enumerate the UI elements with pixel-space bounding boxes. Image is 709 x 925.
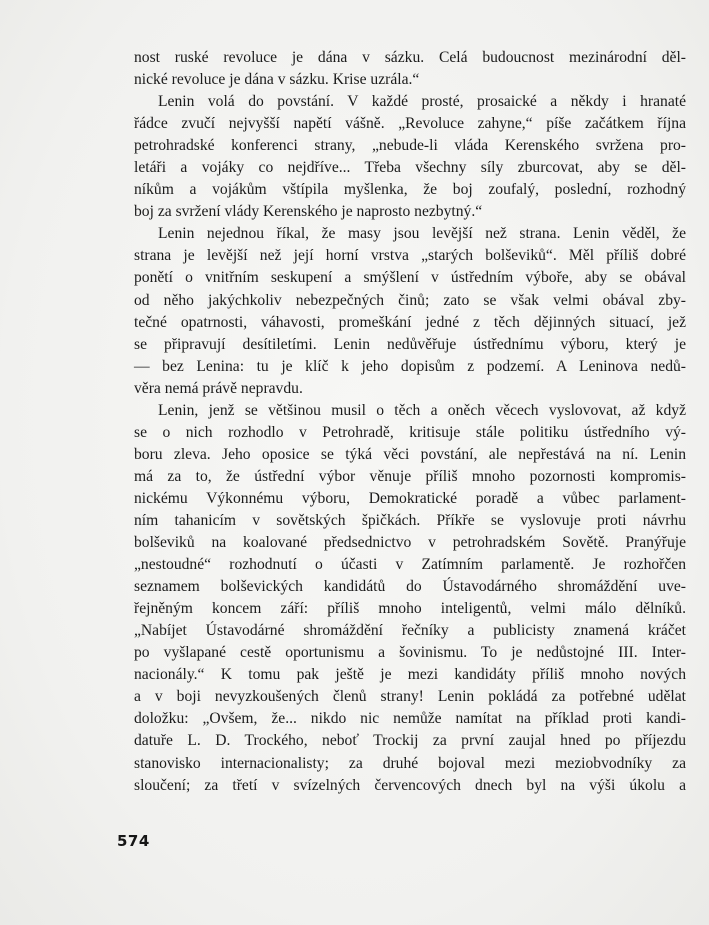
text-line: datuře L. D. Trockého, neboť Trockij za první zaujal hned po příjezdu <box>134 732 686 750</box>
text-line: ním tahanicím v sovětských špičkách. Příkře se vyslovuje proti návrhu <box>134 511 686 529</box>
text-line: „Nabíjet Ústavodárné shromáždění řečníky a publicisty znamená kráčet <box>134 622 686 640</box>
text-line: nické revoluce je dána v sázku. Krise uzrála.“ <box>134 71 420 89</box>
text-line: řejněným koncem září: příliš mnoho inteligentů, velmi málo dělníků. <box>134 600 686 618</box>
paragraph <box>134 91 686 223</box>
text-line: boru zleva. Jeho oposice se týká věci povstání, ale nepřestává na ní. Lenin <box>134 445 686 463</box>
paragraph <box>134 223 686 399</box>
text-line: letáři a vojáky co nejdříve... Třeba všechny síly zburcovat, aby se děl- <box>134 159 686 177</box>
text-line: nost ruské revoluce je dána v sázku. Celá budoucnost mezinárodní děl- <box>134 49 686 66</box>
text-line: strana je levější než její horní vrstva „starých bolševiků“. Měl příliš dobré <box>134 247 686 265</box>
text-line: doložku: „Ovšem, že... nikdo nic nemůže namítat na příklad proti kandi- <box>134 710 686 728</box>
text-line: sloučení; za třetí v svízelných červencových dnech byl na výši úkolu a <box>134 776 686 794</box>
text-line: a v boji nevyzkoušených členů strany! Lenin pokládá za potřebné udělat <box>134 688 686 706</box>
text-line: od něho jakýchkoliv nebezpečných činů; zato se však velmi obával zby- <box>134 291 686 309</box>
text-line: se o nich rozhodlo v Petrohradě, kritisuje stále politiku ústředního vý- <box>134 423 686 441</box>
text-line: ponětí o vnitřním seskupení a smýšlení v ústředním výboře, aby se obával <box>134 269 686 287</box>
text-line: po vyšlapané cestě oportunismu a šovinismu. To je nedůstojné III. Inter- <box>134 644 686 662</box>
body-text <box>134 47 686 797</box>
text-line: Lenin nejednou říkal, že masy jsou levější než strana. Lenin věděl, že <box>158 225 686 243</box>
text-line: níkům a vojákům vštípila myšlenka, že boj zoufalý, poslední, rozhodný <box>134 181 686 199</box>
text-line: řádce zvučí nejvyšší napětí vášně. „Revoluce zahyne,“ píše začátkem října <box>134 115 686 133</box>
text-line: petrohradské konferenci strany, „nebude-li vláda Kerenského svržena pro- <box>134 137 686 155</box>
paragraph <box>134 400 686 797</box>
text-line: bolševiků na koalované předsednictvo v petrohradském Sovětě. Pranýřuje <box>134 534 686 552</box>
text-line: věra nemá právě nepravdu. <box>134 379 303 397</box>
text-line: „nestoudné“ rozhodnutí o účasti v Zatímním parlamentě. Je rozhořčen <box>134 556 686 574</box>
text-line: nickému Výkonnému výboru, Demokratické poradě a vůbec parlament- <box>134 489 686 507</box>
page-number: 574 <box>117 832 150 850</box>
text-line: tečné opatrnosti, váhavosti, promeškání jedné z těch dějinných situací, jež <box>134 313 686 331</box>
text-line: seznamem bolševických kandidátů do Ústavodárného shromáždění uve- <box>134 578 686 596</box>
text-line: se připravují desítiletími. Lenin nedůvěřuje ústřednímu výboru, který je <box>134 335 686 353</box>
text-line: nacionály.“ K tomu pak ještě je mezi kandidáty příliš mnoho nových <box>134 666 686 684</box>
text-line: Lenin, jenž se většinou musil o těch a oněch věcech vyslovovat, až když <box>158 401 686 419</box>
text-line: stanovisko internacionalisty; za druhé bojoval mezi meziobvodníky za <box>134 754 686 772</box>
text-line: boj za svržení vlády Kerenského je naprosto nezbytný.“ <box>134 203 483 221</box>
text-line: — bez Lenina: tu je klíč k jeho dopisům z podzemí. A Leninova nedů- <box>134 357 686 375</box>
text-line: Lenin volá do povstání. V každé prosté, prosaické a někdy i hranaté <box>158 93 686 111</box>
paragraph <box>134 47 686 91</box>
text-line: má za to, že ústřední výbor věnuje příliš mnoho pozornosti kompromis- <box>134 467 686 485</box>
